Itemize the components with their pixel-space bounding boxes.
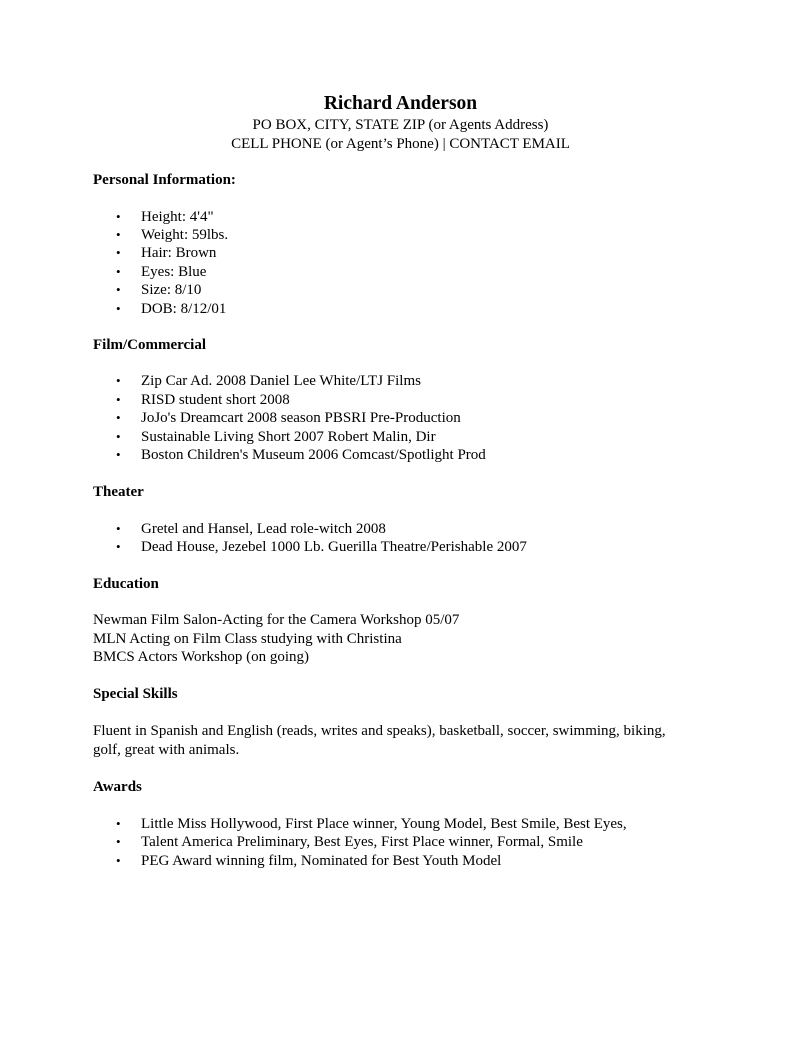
section-theater: [93, 483, 718, 556]
awards-list: [93, 815, 718, 870]
bullet-icon: •: [116, 428, 121, 444]
education-line: BMCS Actors Workshop (on going): [93, 649, 310, 666]
list-item: • Sustainable Living Short 2007 Robert Malin, Dir: [116, 428, 436, 445]
theater-list: [93, 520, 718, 557]
section-film-commercial: [93, 336, 718, 465]
section-title: Education: [93, 575, 159, 592]
section-title: Awards: [93, 779, 142, 796]
list-item: • Height: 4'4": [116, 208, 214, 225]
contact-line: CELL PHONE (or Agent’s Phone) | CONTACT EMAIL: [231, 135, 570, 152]
list-item: • Size: 8/10: [116, 282, 202, 299]
list-item: • Hair: Brown: [116, 245, 217, 262]
bullet-icon: •: [116, 815, 121, 831]
list-item: • Little Miss Hollywood, First Place winner, Young Model, Best Smile, Best Eyes,: [116, 815, 627, 832]
list-item: • JoJo's Dreamcart 2008 season PBSRI Pre-Production: [116, 410, 461, 427]
bullet-icon: •: [116, 300, 121, 316]
section-special-skills: [93, 685, 718, 760]
list-item: • RISD student short 2008: [116, 391, 290, 408]
section-education: [93, 575, 718, 667]
section-title: Theater: [93, 484, 144, 501]
section-personal-information: [93, 171, 718, 318]
section-awards: [93, 778, 718, 870]
list-item: • PEG Award winning film, Nominated for Best Youth Model: [116, 852, 502, 869]
applicant-name: Richard Anderson: [323, 93, 478, 114]
bullet-icon: •: [116, 208, 121, 224]
bullet-icon: •: [116, 373, 121, 389]
bullet-icon: •: [116, 852, 121, 868]
list-item: • Dead House, Jezebel 1000 Lb. Guerilla Theatre/Perishable 2007: [116, 539, 527, 556]
list-item: • Zip Car Ad. 2008 Daniel Lee White/LTJ Films: [116, 373, 421, 390]
bullet-icon: •: [116, 520, 121, 536]
education-line: Newman Film Salon-Acting for the Camera Workshop 05/07: [93, 612, 460, 629]
resume-page: [93, 92, 718, 870]
skills-line: Fluent in Spanish and English (reads, writes and speaks), basketball, soccer, swimming, biking,: [93, 723, 666, 740]
bullet-icon: •: [116, 834, 121, 850]
list-item: • Weight: 59lbs.: [116, 226, 229, 243]
bullet-icon: •: [116, 447, 121, 463]
list-item: • Talent America Preliminary, Best Eyes, First Place winner, Formal, Smile: [116, 834, 583, 851]
bullet-icon: •: [116, 245, 121, 261]
education-lines: [93, 611, 718, 667]
list-item: • DOB: 8/12/01: [116, 300, 227, 317]
bullet-icon: •: [116, 263, 121, 279]
bullet-icon: •: [116, 539, 121, 555]
bullet-icon: •: [116, 282, 121, 298]
skills-line: golf, great with animals.: [93, 741, 240, 758]
bullet-icon: •: [116, 226, 121, 242]
bullet-icon: •: [116, 391, 121, 407]
education-line: MLN Acting on Film Class studying with Christina: [93, 630, 402, 647]
section-title: Personal Information:: [93, 172, 236, 188]
skills-text: [93, 722, 718, 759]
list-item: • Boston Children's Museum 2006 Comcast/Spotlight Prod: [116, 447, 486, 464]
resume-header: [0, 92, 805, 153]
list-item: • Eyes: Blue: [116, 263, 207, 280]
personal-info-list: [93, 208, 718, 318]
address-line: PO BOX, CITY, STATE ZIP (or Agents Address): [252, 117, 549, 133]
film-list: [93, 372, 718, 464]
section-title: Film/Commercial: [93, 336, 207, 353]
list-item: • Gretel and Hansel, Lead role-witch 2008: [116, 520, 386, 537]
section-title: Special Skills: [93, 685, 178, 702]
bullet-icon: •: [116, 410, 121, 426]
